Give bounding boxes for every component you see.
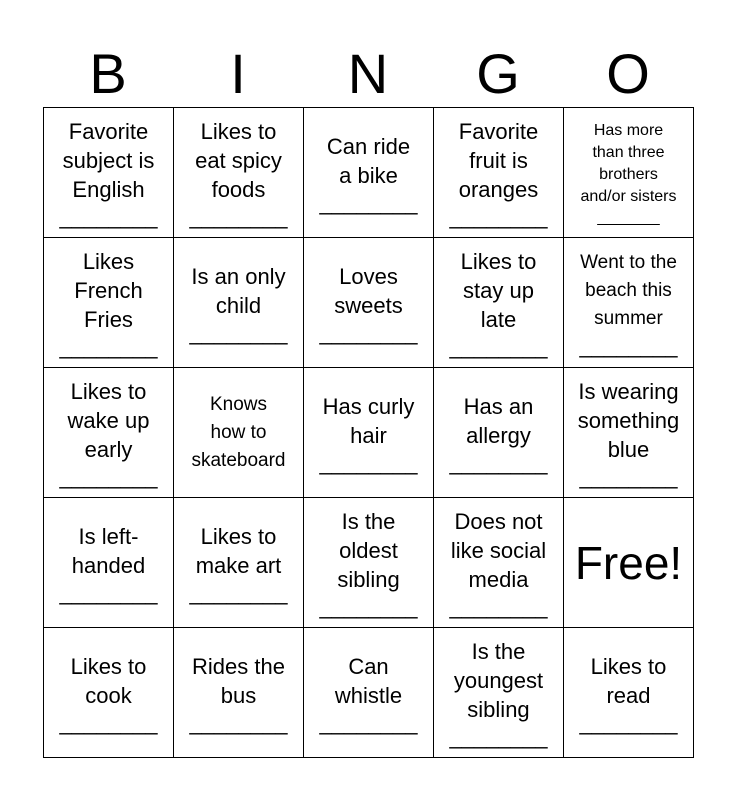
bingo-cell[interactable] xyxy=(304,108,434,238)
cell-prompt: Can ride a bike xyxy=(326,133,411,188)
cell-prompt: Likes French Fries xyxy=(74,249,143,332)
signature-line: ________ xyxy=(449,334,548,359)
cell-prompt: Has curly hair xyxy=(322,393,415,448)
bingo-cell[interactable] xyxy=(44,108,174,238)
bingo-cell[interactable] xyxy=(434,238,564,368)
cell-prompt: Went to the beach this summer xyxy=(580,251,677,329)
bingo-cell[interactable] xyxy=(564,238,694,368)
cell-prompt: Knows how to skateboard xyxy=(191,393,286,471)
signature-line: ________ xyxy=(449,204,548,229)
signature-line: ________ xyxy=(189,579,288,605)
signature-line: ________ xyxy=(319,709,418,735)
header-letter-n: N xyxy=(347,42,389,105)
cell-prompt: Has an allergy xyxy=(463,393,534,448)
bingo-cell[interactable] xyxy=(174,498,304,628)
bingo-cell[interactable] xyxy=(434,368,564,498)
bingo-cell[interactable] xyxy=(304,498,434,628)
cell-prompt: Does not like social media xyxy=(450,509,547,592)
cell-prompt: Is the youngest sibling xyxy=(453,639,544,722)
signature-line: ________ xyxy=(59,709,158,735)
bingo-cell[interactable] xyxy=(44,238,174,368)
cell-prompt: Likes to stay up late xyxy=(460,249,537,332)
cell-prompt: Likes to cook xyxy=(70,653,147,708)
bingo-cell[interactable] xyxy=(434,108,564,238)
signature-line: ________ xyxy=(59,464,158,489)
cell-prompt: Favorite subject is English xyxy=(62,119,155,202)
signature-line: ________ xyxy=(319,449,418,475)
bingo-cell[interactable] xyxy=(304,238,434,368)
bingo-cell[interactable] xyxy=(44,498,174,628)
signature-line: ________ xyxy=(59,334,158,359)
cell-prompt: Favorite fruit is oranges xyxy=(458,119,539,202)
cell-prompt: Loves sweets xyxy=(334,263,403,318)
bingo-cell[interactable] xyxy=(304,628,434,758)
bingo-board xyxy=(43,107,694,758)
signature-line: ________ xyxy=(189,204,288,229)
bingo-cell[interactable] xyxy=(434,628,564,758)
bingo-cell[interactable] xyxy=(44,368,174,498)
bingo-cell[interactable] xyxy=(174,628,304,758)
bingo-cell[interactable] xyxy=(434,498,564,628)
cell-prompt: Is left- handed xyxy=(71,523,146,578)
cell-prompt: Likes to eat spicy foods xyxy=(195,119,282,202)
signature-line: ________ xyxy=(319,189,418,215)
signature-line: ________ xyxy=(59,579,158,605)
cell-prompt: Has more than three brothers and/or sisters xyxy=(580,121,677,205)
signature-line: ________ xyxy=(449,724,548,749)
bingo-cell[interactable] xyxy=(564,368,694,498)
signature-line: ________ xyxy=(319,594,418,619)
signature-line: ________ xyxy=(579,464,678,489)
signature-line: _______ xyxy=(597,208,660,226)
bingo-cell[interactable] xyxy=(564,108,694,238)
bingo-cell[interactable] xyxy=(174,368,304,498)
signature-line: ________ xyxy=(449,594,548,619)
bingo-cell[interactable] xyxy=(564,628,694,758)
cell-prompt: Likes to wake up early xyxy=(67,379,150,462)
bingo-cell[interactable] xyxy=(174,108,304,238)
cell-prompt: Rides the bus xyxy=(192,653,285,708)
header-letter-o: O xyxy=(606,42,650,105)
bingo-cell[interactable] xyxy=(44,628,174,758)
cell-prompt: Is wearing something blue xyxy=(577,379,680,462)
bingo-cell[interactable] xyxy=(304,368,434,498)
signature-line: ________ xyxy=(59,204,158,229)
cell-prompt: Can whistle xyxy=(334,653,403,708)
signature-line: ________ xyxy=(579,332,678,358)
cell-prompt: Likes to make art xyxy=(195,523,282,578)
cell-prompt: Is an only child xyxy=(191,263,286,318)
header-letter-i: I xyxy=(230,42,246,105)
bingo-cell[interactable] xyxy=(564,498,694,628)
cell-prompt: Likes to read xyxy=(590,653,667,708)
header-letter-b: B xyxy=(89,42,127,105)
signature-line: ________ xyxy=(319,319,418,345)
header-letter-g: G xyxy=(476,42,520,105)
signature-line: ________ xyxy=(449,449,548,475)
free-space-label: Free! xyxy=(574,536,683,589)
bingo-header xyxy=(43,40,693,108)
signature-line: ________ xyxy=(579,709,678,735)
signature-line: ________ xyxy=(189,709,288,735)
signature-line: ________ xyxy=(189,319,288,345)
bingo-cell[interactable] xyxy=(174,238,304,368)
cell-prompt: Is the oldest sibling xyxy=(337,509,400,592)
